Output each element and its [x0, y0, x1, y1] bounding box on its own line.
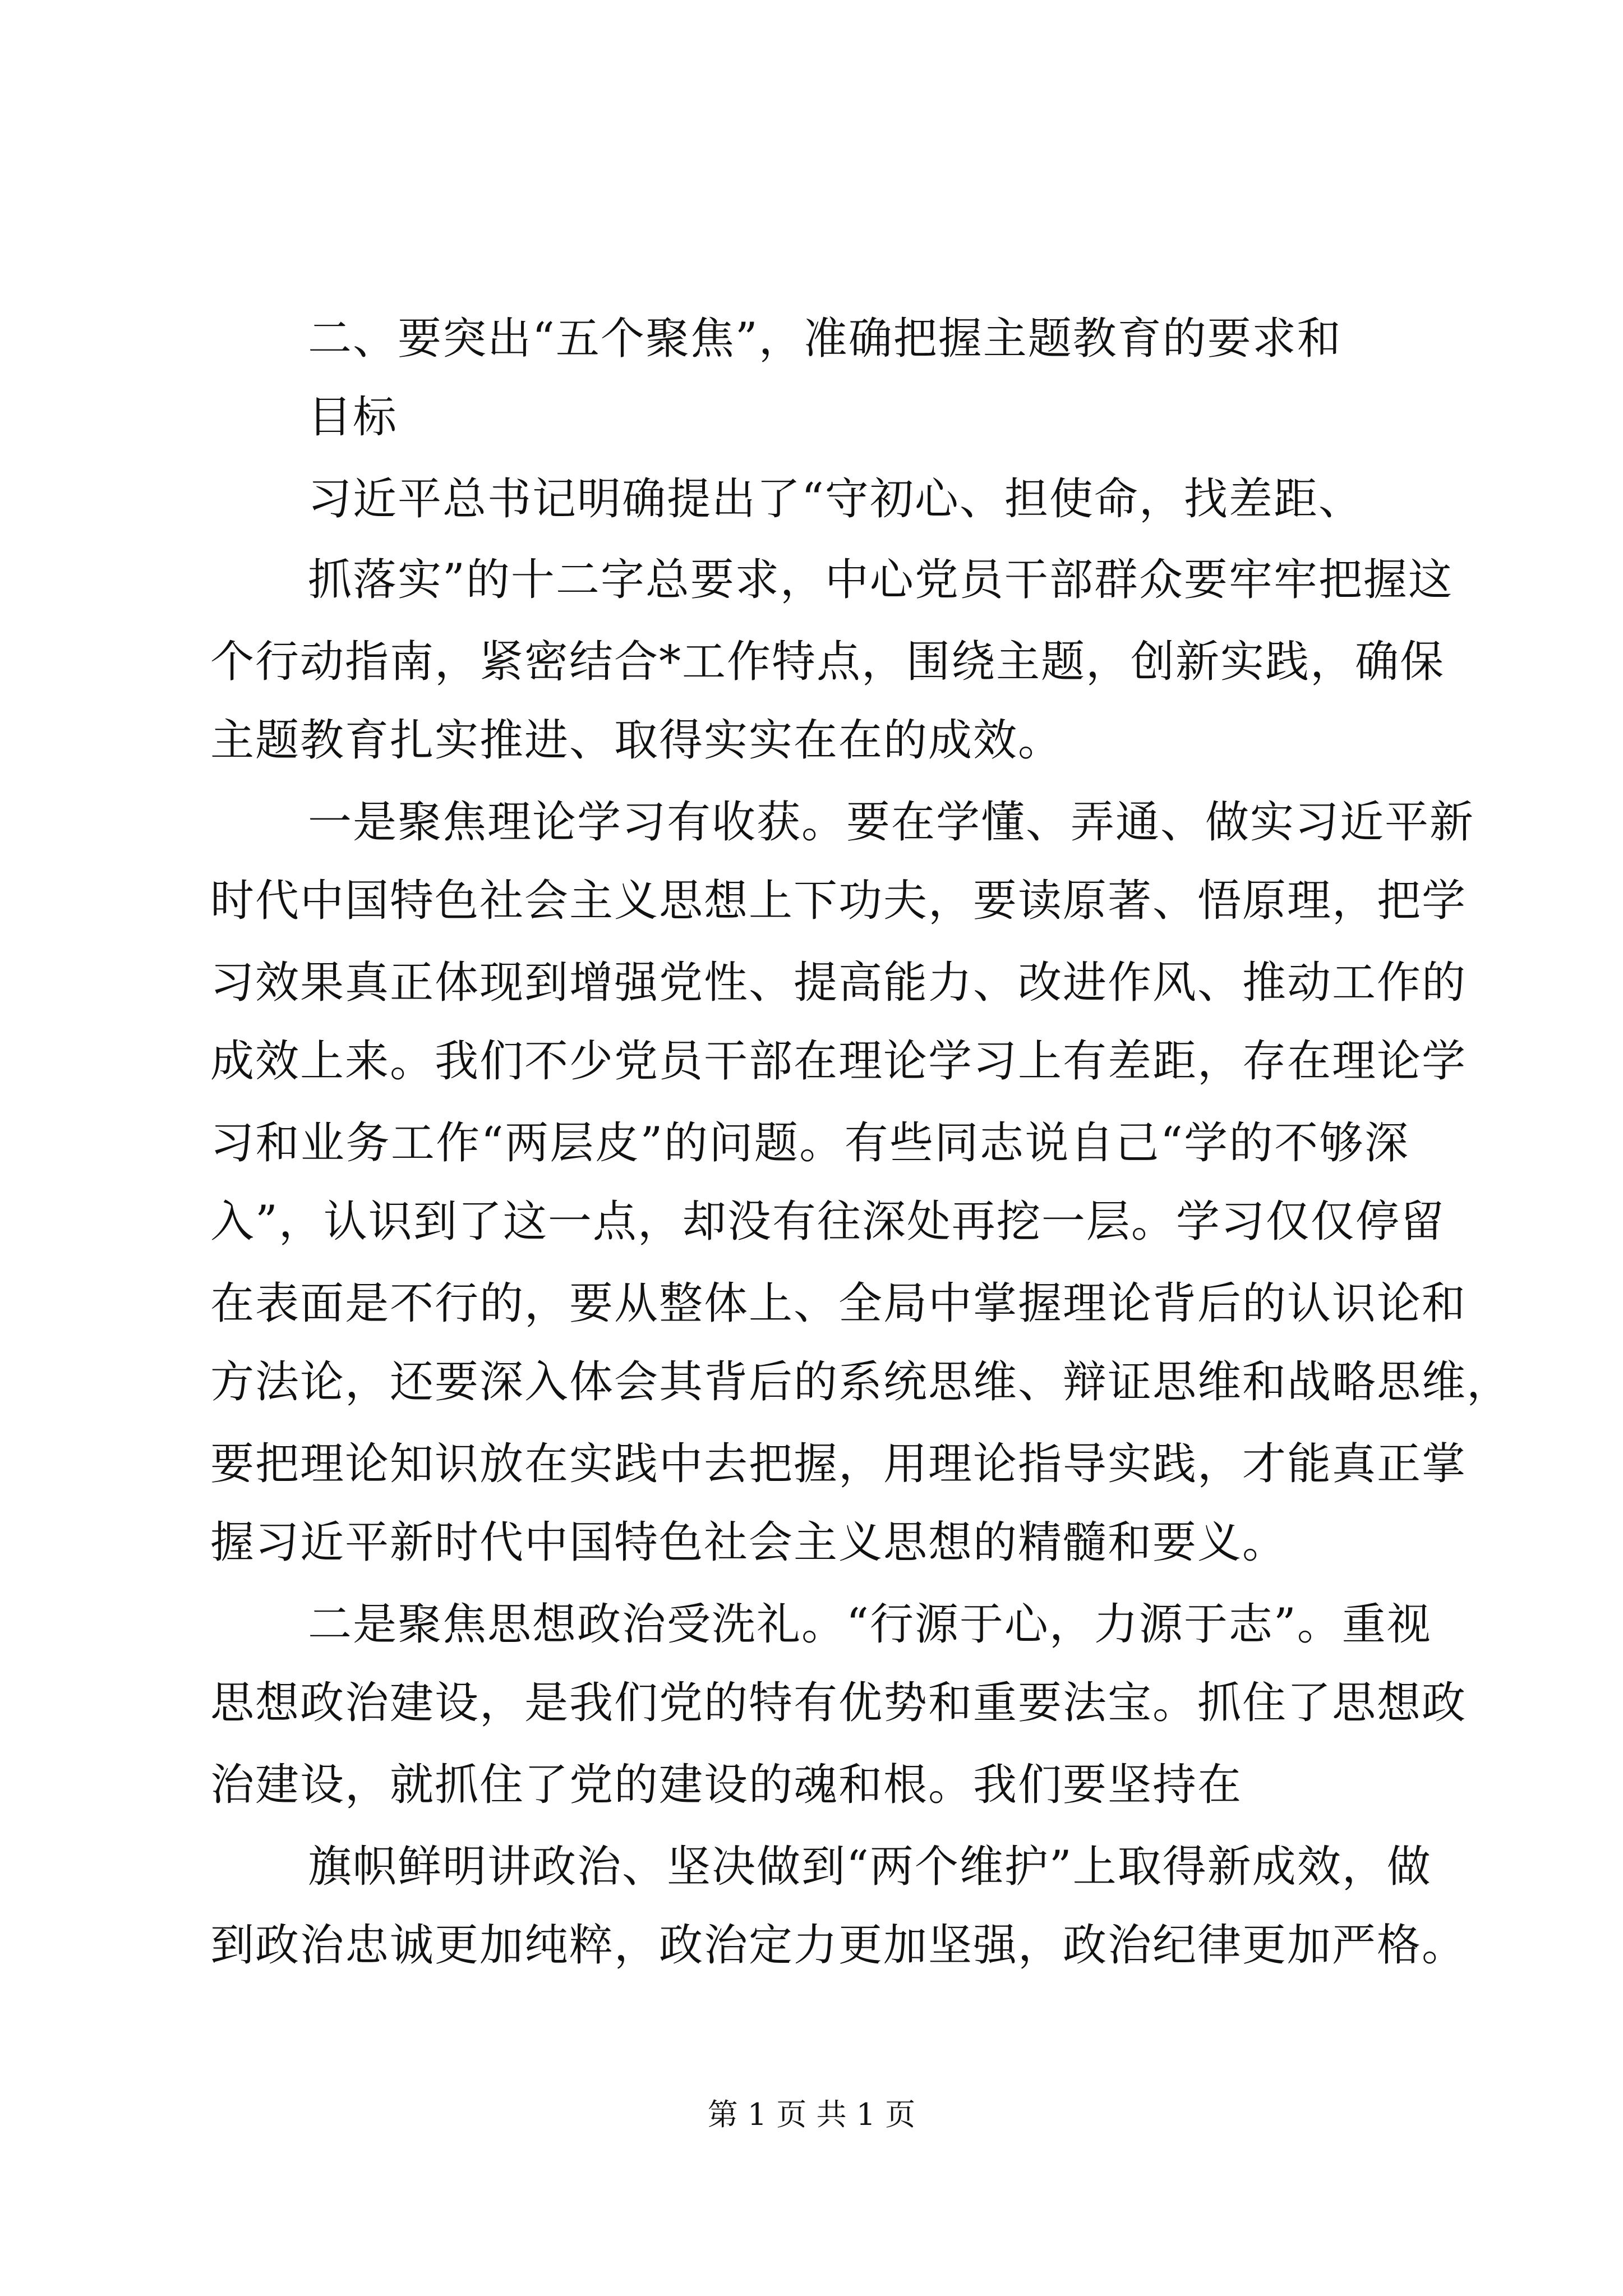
text-line: 习效果真正体现到增强党性、提高能力、改进作风、推动工作的 [210, 958, 1467, 1008]
text-line: 习和业务工作“两层皮”的问题。有些同志说自己“学的不够深 [210, 1118, 1409, 1168]
page-number-footer: 第 1 页 共 1 页 [707, 2097, 916, 2132]
text-line: 到政治忠诚更加纯粹，政治定力更加坚强，政治纪律更加严格。 [210, 1920, 1467, 1971]
text-line: 思想政治建设，是我们党的特有优势和重要法宝。抓住了思想政 [210, 1678, 1467, 1728]
text-line: 个行动指南，紧密结合*工作特点，围绕主题，创新实践，确保 [210, 637, 1445, 687]
text-line: 方法论，还要深入体会其背后的系统思维、辩证思维和战略思维， [210, 1357, 1512, 1407]
text-line: 抓落实”的十二字总要求，中心党员干部群众要牢牢把握这 [308, 555, 1453, 605]
text-line: 要把理论知识放在实践中去把握，用理论指导实践，才能真正掌 [210, 1439, 1467, 1489]
text-line: 目标 [308, 392, 398, 443]
text-line: 成效上来。我们不少党员干部在理论学习上有差距，存在理论学 [210, 1036, 1467, 1087]
text-line: 治建设，就抓住了党的建设的魂和根。我们要坚持在 [210, 1760, 1243, 1810]
text-line: 旗帜鲜明讲政治、坚决做到“两个维护”上取得新成效，做 [308, 1842, 1432, 1892]
text-line: 主题教育扎实推进、取得实实在在的成效。 [210, 715, 1063, 766]
text-line: 习近平总书记明确提出了“守初心、担使命，找差距、 [308, 474, 1363, 524]
text-line: 二是聚焦思想政治受洗礼。“行源于心，力源于志”。重视 [308, 1599, 1432, 1650]
text-line: 入”，认识到了这一点，却没有往深处再挖一层。学习仅仅停留 [210, 1197, 1445, 1247]
text-line: 二、要突出“五个聚焦”，准确把握主题教育的要求和 [308, 314, 1342, 364]
text-line: 握习近平新时代中国特色社会主义思想的精髓和要义。 [210, 1517, 1288, 1568]
text-line: 时代中国特色社会主义思想上下功夫，要读原著、悟原理，把学 [210, 876, 1467, 926]
text-line: 在表面是不行的，要从整体上、全局中掌握理论背后的认识论和 [210, 1278, 1467, 1329]
text-line: 一是聚焦理论学习有收获。要在学懂、弄通、做实习近平新 [308, 797, 1475, 848]
